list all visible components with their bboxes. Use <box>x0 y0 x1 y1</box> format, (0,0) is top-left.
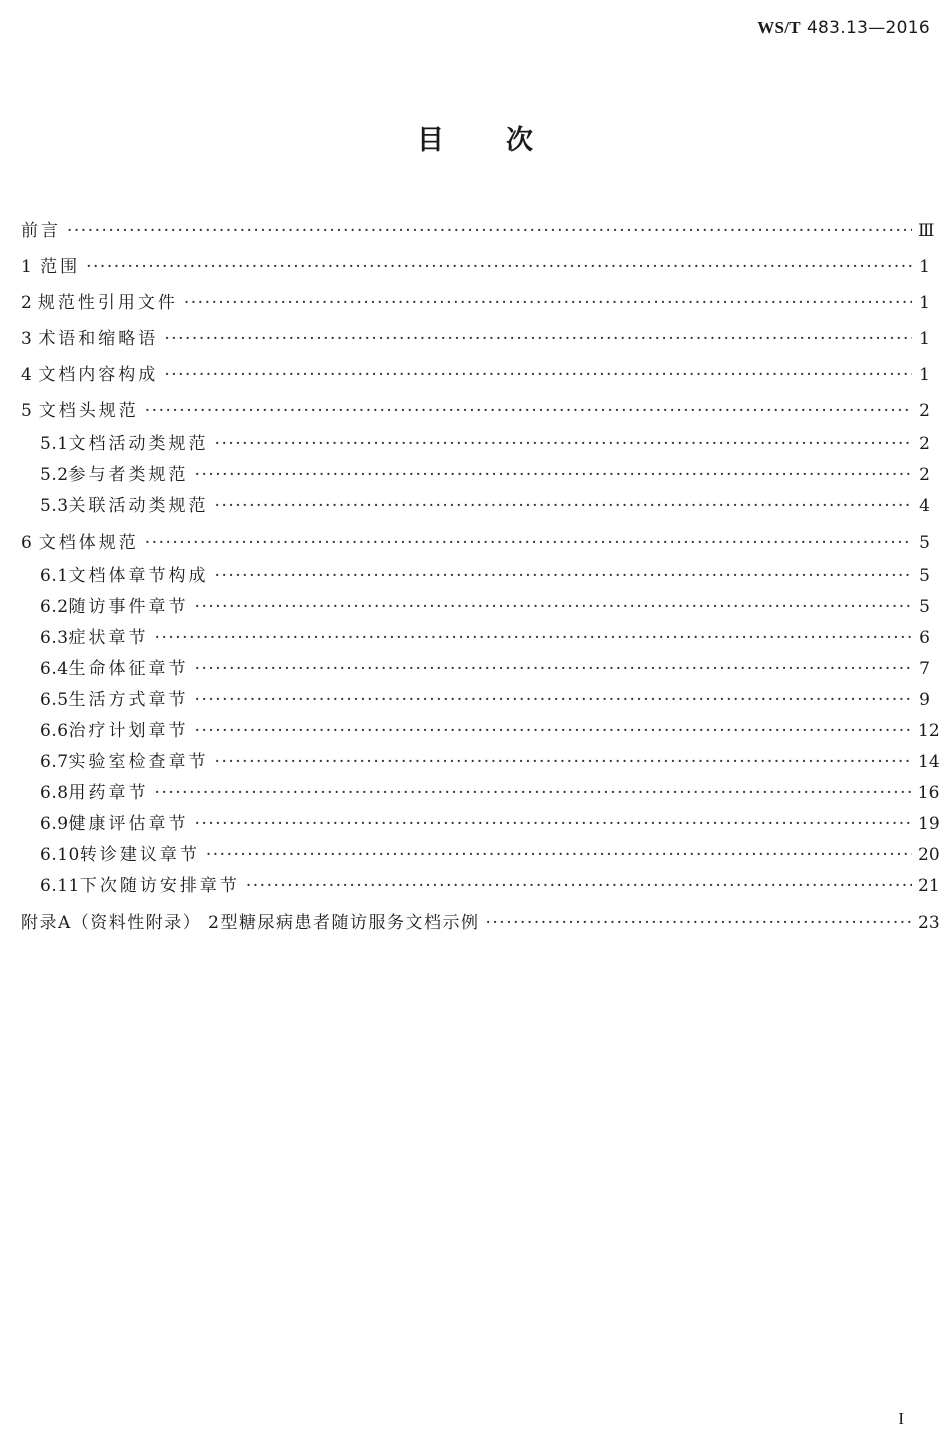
toc-entry-label: 随访事件章节 <box>68 597 189 617</box>
dot-leader <box>195 460 912 491</box>
toc-entry-label: 文档活动类规范 <box>68 434 209 454</box>
toc-entry-page: Ⅲ <box>918 221 935 241</box>
toc-entry-page: 1 <box>919 365 930 385</box>
toc-entry-label: 范围 <box>40 257 81 277</box>
toc-entry-page: 1 <box>919 293 930 313</box>
toc-entry-label: 文档体规范 <box>38 533 139 553</box>
toc-entry-label: 下次随访安排章节 <box>79 876 240 896</box>
toc-entry[interactable] <box>21 871 940 902</box>
toc-entry[interactable] <box>21 809 940 840</box>
dot-leader <box>145 525 912 561</box>
document-code <box>757 18 930 38</box>
table-of-contents <box>21 213 940 941</box>
toc-entry-page: 2 <box>919 401 930 421</box>
toc-entry-number: 5.2 <box>40 465 69 485</box>
standard-number: 483.13—2016 <box>806 18 930 38</box>
toc-entry-number: 6.3 <box>40 628 69 648</box>
toc-entry[interactable] <box>21 393 930 429</box>
toc-entry-number: 6.10 <box>40 845 80 865</box>
toc-entry-page: 12 <box>918 721 940 741</box>
toc-entry[interactable] <box>21 654 930 685</box>
toc-entry-number: 6.9 <box>40 814 69 834</box>
toc-entry-label: 实验室检查章节 <box>68 752 209 772</box>
toc-entry[interactable] <box>21 561 930 592</box>
toc-entry-page: 7 <box>919 659 930 679</box>
toc-entry-label: 前言 <box>21 221 61 241</box>
toc-entry-label: 关联活动类规范 <box>68 496 209 516</box>
toc-entry-page: 6 <box>919 628 930 648</box>
toc-entry-label: 术语和缩略语 <box>38 329 159 349</box>
toc-entry-label: 健康评估章节 <box>68 814 189 834</box>
toc-entry-number: 6.11 <box>40 876 80 896</box>
dot-leader <box>215 747 912 778</box>
toc-entry-label: 用药章节 <box>68 783 149 803</box>
dot-leader <box>86 249 912 285</box>
page-folio: I <box>898 1409 904 1428</box>
dot-leader <box>486 905 913 941</box>
toc-entry-label: 规范性引用文件 <box>37 293 178 313</box>
dot-leader <box>195 685 912 716</box>
toc-entry-number: 5.1 <box>40 434 69 454</box>
toc-entry[interactable] <box>21 525 930 561</box>
toc-entry[interactable] <box>21 213 935 249</box>
toc-entry-page: 1 <box>919 257 930 277</box>
dot-leader <box>67 213 912 249</box>
toc-entry-page: 19 <box>918 814 940 834</box>
toc-entry[interactable] <box>21 429 930 460</box>
dot-leader <box>215 491 912 522</box>
toc-entry[interactable] <box>21 905 940 941</box>
toc-entry-page: 23 <box>918 913 940 933</box>
dot-leader <box>184 285 912 321</box>
toc-entry[interactable] <box>21 460 930 491</box>
dot-leader <box>155 623 912 654</box>
toc-entry[interactable] <box>21 747 940 778</box>
toc-entry[interactable] <box>21 840 940 871</box>
toc-entry-number: 6.6 <box>40 721 69 741</box>
toc-entry-page: 2 <box>919 465 930 485</box>
toc-entry-number: 6.2 <box>40 597 69 617</box>
dot-leader <box>164 321 912 357</box>
toc-entry-page: 5 <box>919 597 930 617</box>
toc-entry-page: 5 <box>919 566 930 586</box>
toc-entry-page: 16 <box>917 783 940 803</box>
dot-leader <box>195 592 912 623</box>
toc-entry-label: 文档头规范 <box>38 401 139 421</box>
page-title: 目次 <box>417 125 595 156</box>
toc-entry-label: 症状章节 <box>68 628 149 648</box>
toc-entry[interactable] <box>21 716 940 747</box>
dot-leader <box>145 393 912 429</box>
dot-leader <box>164 357 912 393</box>
dot-leader <box>246 871 912 902</box>
dot-leader <box>215 561 912 592</box>
standard-prefix: WS/T <box>757 18 801 37</box>
toc-entry-label: 治疗计划章节 <box>68 721 189 741</box>
toc-entry-number: 1 <box>21 257 33 277</box>
toc-entry[interactable] <box>21 778 940 809</box>
toc-entry-number: 6.4 <box>40 659 69 679</box>
dot-leader <box>155 778 912 809</box>
toc-entry-label: 参与者类规范 <box>68 465 189 485</box>
toc-entry-label: 文档体章节构成 <box>68 566 209 586</box>
toc-entry[interactable] <box>21 357 930 393</box>
toc-entry-number: 6 <box>21 533 33 553</box>
toc-entry-page: 2 <box>919 434 930 454</box>
toc-entry[interactable] <box>21 623 930 654</box>
toc-entry-label: 附录A（资料性附录） 2型糖尿病患者随访服务文档示例 <box>21 913 480 933</box>
toc-entry-page: 5 <box>919 533 930 553</box>
toc-entry-number: 6.8 <box>40 783 69 803</box>
toc-entry[interactable] <box>21 249 930 285</box>
toc-entry[interactable] <box>21 685 930 716</box>
toc-entry-number: 4 <box>21 365 33 385</box>
toc-entry-number: 6.1 <box>40 566 69 586</box>
toc-entry-page: 20 <box>918 845 940 865</box>
toc-entry-number: 6.5 <box>40 690 69 710</box>
toc-entry-page: 21 <box>918 876 940 896</box>
toc-entry-label: 生命体征章节 <box>68 659 189 679</box>
toc-entry[interactable] <box>21 321 930 357</box>
toc-entry-page: 1 <box>919 329 930 349</box>
toc-entry[interactable] <box>21 285 930 321</box>
toc-entry-page: 9 <box>919 690 930 710</box>
toc-entry-label: 文档内容构成 <box>38 365 159 385</box>
toc-entry-page: 4 <box>919 496 930 516</box>
dot-leader <box>215 429 912 460</box>
dot-leader <box>195 654 912 685</box>
toc-entry-number: 5 <box>21 401 33 421</box>
toc-entry[interactable] <box>21 592 930 623</box>
toc-entry-number: 3 <box>21 329 33 349</box>
toc-entry-page: 14 <box>918 752 940 772</box>
toc-entry[interactable] <box>21 491 930 522</box>
toc-entry-number: 6.7 <box>40 752 69 772</box>
dot-leader <box>206 840 912 871</box>
toc-entry-label: 生活方式章节 <box>68 690 189 710</box>
toc-entry-number: 5.3 <box>40 496 69 516</box>
dot-leader <box>195 809 912 840</box>
dot-leader <box>195 716 912 747</box>
toc-entry-number: 2 <box>21 293 33 313</box>
toc-entry-label: 转诊建议章节 <box>79 845 200 865</box>
